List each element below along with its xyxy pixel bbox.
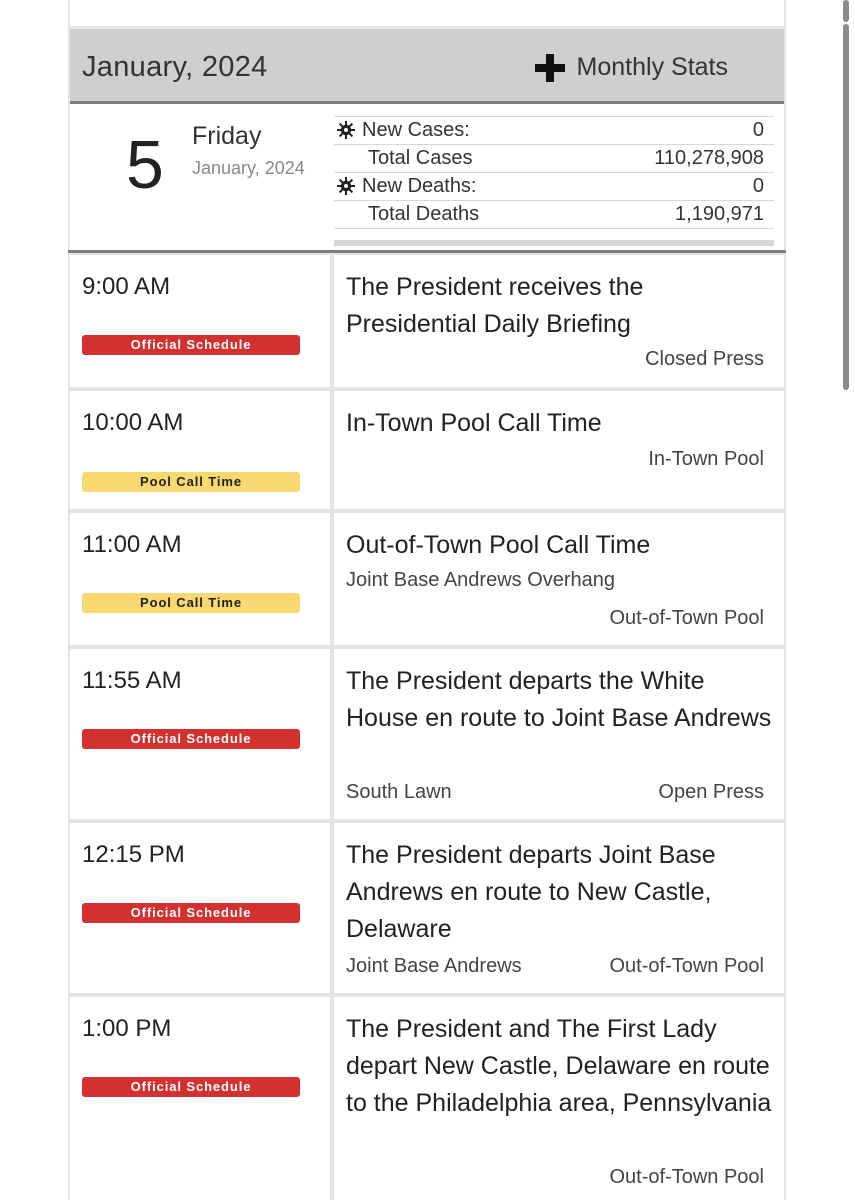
event-title[interactable]: In-Town Pool Call Time <box>346 409 602 437</box>
event-desc-cell <box>334 997 784 1200</box>
scrollbar-stub <box>843 0 849 22</box>
event-time: 9:00 AM <box>82 273 171 300</box>
event-row[interactable] <box>70 513 784 645</box>
stats-row-total-deaths <box>334 200 774 229</box>
event-row[interactable] <box>70 391 784 509</box>
stats-row-new-cases <box>334 116 774 144</box>
event-time-cell <box>70 513 330 645</box>
month-title: January, 2024 <box>82 51 268 83</box>
event-title[interactable]: The President departs the White House en route to Joint Base Andrews <box>346 667 772 732</box>
plus-icon <box>535 54 565 82</box>
event-time: 11:55 AM <box>82 667 182 694</box>
event-title[interactable]: Out-of-Town Pool Call Time <box>346 531 651 559</box>
event-desc-cell <box>334 649 784 819</box>
page-scrollbar[interactable] <box>843 24 849 390</box>
virus-icon <box>336 176 356 196</box>
official-schedule-badge: Official Schedule <box>82 729 300 749</box>
stats-value: 0 <box>752 119 764 141</box>
stats-table <box>334 116 774 229</box>
month-header <box>70 29 784 104</box>
stats-value: 1,190,971 <box>675 203 764 225</box>
event-press: In-Town Pool <box>648 448 764 470</box>
official-schedule-badge: Official Schedule <box>82 1077 300 1097</box>
event-time-cell <box>70 997 330 1200</box>
event-time: 11:00 AM <box>82 531 182 558</box>
event-press: Closed Press <box>645 348 764 370</box>
frame-right-edge <box>784 0 786 26</box>
stats-value: 0 <box>752 175 764 197</box>
stats-label: Total Cases <box>368 147 473 169</box>
event-press: Out-of-Town Pool <box>609 607 764 629</box>
stats-row-new-deaths <box>334 172 774 200</box>
event-desc-cell <box>334 255 784 387</box>
event-title[interactable]: The President receives the Presidential Daily Briefing <box>346 273 644 338</box>
event-desc-cell <box>334 513 784 645</box>
event-press: Out-of-Town Pool <box>609 1166 764 1188</box>
day-number: 5 <box>126 127 164 203</box>
day-month-year: January, 2024 <box>192 158 305 178</box>
event-time-cell <box>70 823 330 993</box>
day-panel-divider <box>68 250 786 253</box>
stats-label: Total Deaths <box>368 203 480 225</box>
event-press: Out-of-Town Pool <box>609 955 764 977</box>
event-time-cell <box>70 649 330 819</box>
day-panel <box>70 104 784 250</box>
event-time-cell <box>70 391 330 509</box>
stats-row-total-cases <box>334 144 774 172</box>
event-time: 10:00 AM <box>82 409 184 436</box>
monthly-stats-label: Monthly Stats <box>576 53 728 81</box>
event-row[interactable] <box>70 649 784 819</box>
event-row[interactable] <box>70 823 784 993</box>
official-schedule-badge: Official Schedule <box>82 903 300 923</box>
pool-call-badge: Pool Call Time <box>82 593 300 613</box>
event-time: 12:15 PM <box>82 841 185 868</box>
event-time: 1:00 PM <box>82 1015 172 1042</box>
event-title[interactable]: The President departs Joint Base Andrews en route to New Castle, Delaware <box>346 841 716 943</box>
event-desc-cell <box>334 823 784 993</box>
frame-left-edge <box>68 0 70 26</box>
top-strip <box>0 0 855 26</box>
stats-label: New Cases: <box>362 119 470 141</box>
event-location: Joint Base Andrews Overhang <box>346 569 616 591</box>
virus-icon <box>336 120 356 140</box>
schedule-container <box>68 26 786 1200</box>
event-press: Open Press <box>658 781 764 803</box>
stats-value: 110,278,908 <box>654 147 764 169</box>
stats-divider <box>334 240 774 246</box>
event-desc-cell <box>334 391 784 509</box>
stats-label: New Deaths: <box>362 175 477 197</box>
event-time-cell <box>70 255 330 387</box>
event-title[interactable]: The President and The First Lady depart New Castle, Delaware en route to the Philadelphia area, Pennsylvania <box>346 1015 772 1117</box>
day-weekday: Friday <box>192 122 262 150</box>
event-row[interactable] <box>70 997 784 1200</box>
event-location: Joint Base Andrews <box>346 955 522 977</box>
pool-call-badge: Pool Call Time <box>82 472 300 492</box>
event-location: South Lawn <box>346 781 452 803</box>
monthly-stats-button[interactable] <box>535 53 728 82</box>
official-schedule-badge: Official Schedule <box>82 335 300 355</box>
event-row[interactable] <box>70 255 784 387</box>
